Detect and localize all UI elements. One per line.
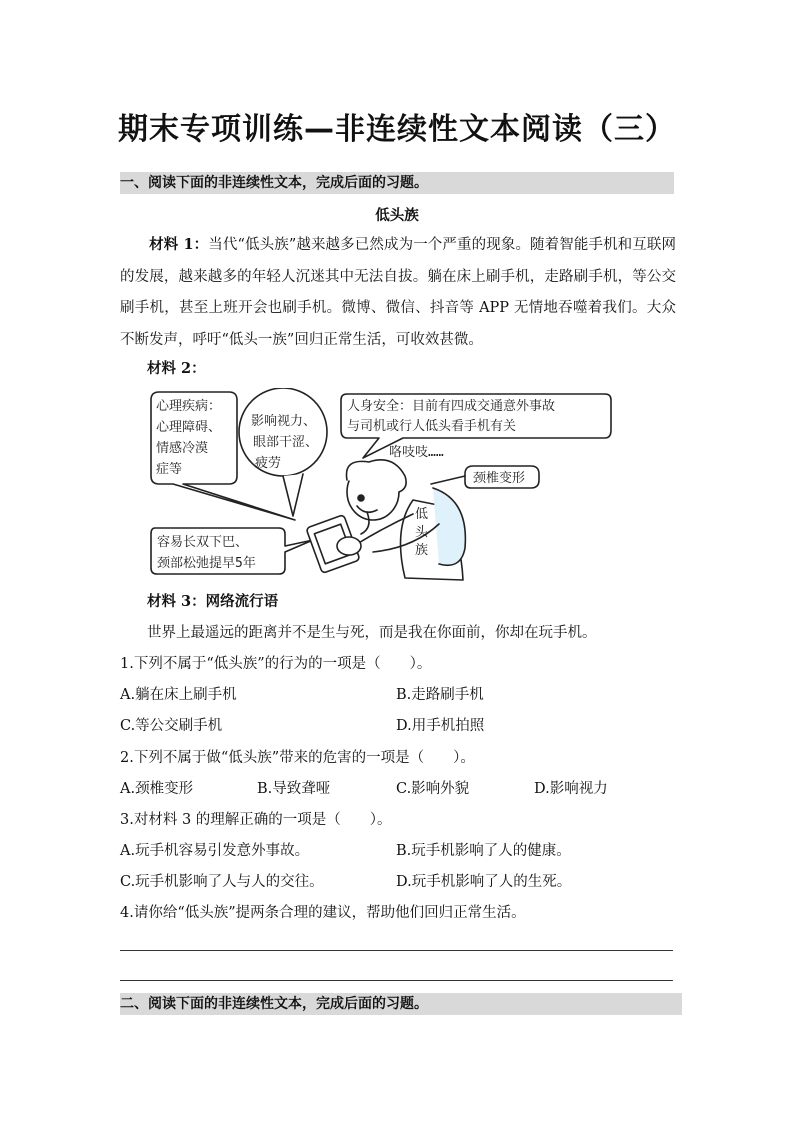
- bubble-vision-line3: 疲劳: [255, 456, 282, 471]
- bubble-psych-line3: 情感冷漠: [156, 441, 209, 456]
- bubble-safety-line2: 与司机或行人低头看手机有关: [347, 419, 517, 434]
- question-1-option-d: D.用手机拍照: [396, 718, 485, 734]
- section-heading-2: 二、阅读下面的非连续性文本，完成后面的习题。: [120, 993, 682, 1015]
- question-1-stem: 1.下列不属于“低头族”的行为的一项是（ ）。: [120, 656, 432, 672]
- question-1-option-c: C.等公交刷手机: [120, 718, 223, 734]
- question-2-stem: 2.下列不属于做“低头族”带来的危害的一项是（ ）。: [120, 750, 475, 766]
- question-1-option-b: B.走路刷手机: [396, 687, 484, 703]
- bubble-psych-line4: 症等: [156, 462, 183, 477]
- question-1-option-a: A.躺在床上刷手机: [120, 687, 237, 703]
- answer-line-1[interactable]: [120, 950, 673, 951]
- material-3-text: 世界上最遥远的距离并不是生与死，而是我在你面前，你却在玩手机。: [147, 625, 597, 641]
- section-heading-1: 一、阅读下面的非连续性文本，完成后面的习题。: [120, 172, 674, 194]
- bubble-safety-line1: 人身安全：目前有四成交通意外事故: [347, 399, 556, 414]
- shirt-text-2: 头: [415, 525, 429, 540]
- material-3-label: 材料 3：网络流行语: [147, 593, 279, 610]
- sound-effect-text: 咯吱吱……: [389, 445, 444, 460]
- question-3-option-c: C.玩手机影响了人与人的交往。: [120, 874, 324, 890]
- shirt-text-3: 族: [415, 543, 429, 558]
- low-head-tribe-illustration: [143, 388, 623, 583]
- text-title: 低头族: [375, 207, 419, 224]
- bubble-psych-line2: 心理障碍、: [156, 420, 222, 435]
- material-1-paragraph: [120, 229, 676, 356]
- question-3-option-b: B.玩手机影响了人的健康。: [396, 843, 571, 859]
- question-2-option-d: D.影响视力: [534, 781, 608, 797]
- shirt-text-1: 低: [415, 507, 429, 522]
- question-2-option-a: A.颈椎变形: [120, 781, 194, 797]
- question-2-option-b: B.导致聋哑: [257, 781, 331, 797]
- question-3-option-a: A.玩手机容易引发意外事故。: [120, 843, 310, 859]
- question-4-stem: 4.请你给“低头族”提两条合理的建议，帮助他们回归正常生活。: [120, 905, 526, 921]
- bubble-neck-text: 颈椎变形: [473, 471, 526, 486]
- bubble-chin-line2: 颈部松弛提早5年: [157, 556, 256, 571]
- question-3-option-d: D.玩手机影响了人的生死。: [396, 874, 572, 890]
- bubble-vision-line1: 影响视力、: [251, 414, 317, 429]
- question-2-option-c: C.影响外貌: [396, 781, 470, 797]
- answer-line-2[interactable]: [120, 980, 673, 981]
- material-1-text: 当代“低头族”越来越多已然成为一个严重的现象。随着智能手机和互联网的发展，越来越多的年轻人沉迷其中无法自拔。躺在床上刷手机，走路刷手机，等公交刷手机，甚至上班开会也刷手机。微博、微信、抖音等 APP 无情地吞噬着我们。大众不断发声，呼吁“低头一族”回归正常生活，可收效甚微。: [120, 237, 676, 348]
- bubble-vision-line2: 眼部干涩、: [253, 435, 319, 450]
- question-3-stem: 3.对材料 3 的理解正确的一项是（ ）。: [120, 812, 392, 828]
- bubble-psych-line1: 心理疾病：: [156, 399, 222, 414]
- material-1-label: 材料 1：: [149, 236, 209, 253]
- bubble-chin-line1: 容易长双下巴、: [157, 535, 249, 550]
- material-2-label: 材料 2：: [147, 360, 206, 377]
- page-title: 期末专项训练—非连续性文本阅读（三）: [118, 112, 676, 147]
